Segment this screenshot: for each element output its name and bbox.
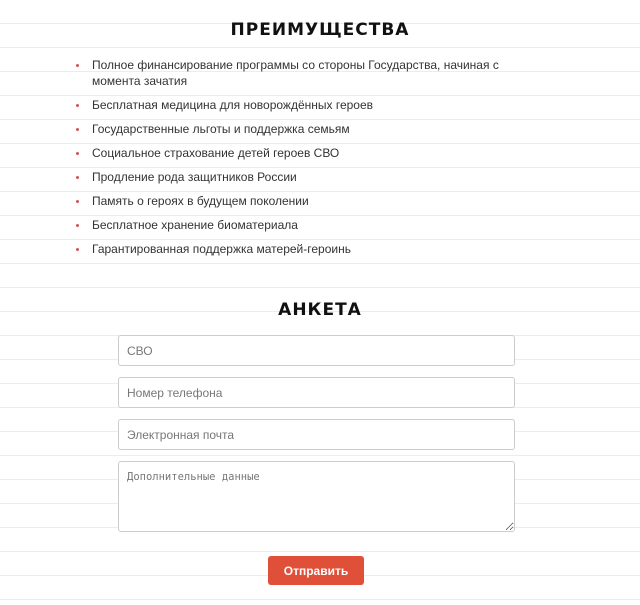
benefits-list: [76, 57, 536, 257]
benefit-text: Государственные льготы и поддержка семьям: [92, 122, 350, 136]
list-item: [76, 57, 536, 89]
benefit-text: Гарантированная поддержка матерей-героинь: [92, 242, 351, 256]
list-item: [76, 217, 536, 233]
phone-input[interactable]: [118, 377, 515, 408]
list-item: [76, 241, 536, 257]
bullet-icon: [76, 200, 79, 203]
benefits-title: ПРЕИМУЩЕСТВА: [230, 20, 410, 40]
svo-input[interactable]: [118, 335, 515, 366]
benefit-text: Социальное страхование детей героев СВО: [92, 146, 340, 160]
bullet-icon: [76, 176, 79, 179]
list-item: [76, 169, 536, 185]
benefit-text: Бесплатная медицина для новорождённых героев: [92, 98, 374, 112]
bullet-icon: [76, 224, 79, 227]
bullet-icon: [76, 248, 79, 251]
bullet-icon: [76, 104, 79, 107]
additional-data-textarea[interactable]: [118, 461, 515, 532]
benefit-text: Память о героях в будущем поколении: [92, 194, 309, 208]
bullet-icon: [76, 64, 79, 67]
list-item: [76, 97, 536, 113]
list-item: [76, 145, 536, 161]
list-item: [76, 193, 536, 209]
benefit-text: Продление рода защитников России: [92, 170, 297, 184]
bullet-icon: [76, 152, 79, 155]
list-item: [76, 121, 536, 137]
benefit-text: Бесплатное хранение биоматериала: [92, 218, 298, 232]
bullet-icon: [76, 128, 79, 131]
submit-button[interactable]: Отправить: [268, 556, 364, 585]
email-input[interactable]: [118, 419, 515, 450]
questionnaire-form: [118, 335, 516, 543]
form-title: АНКЕТА: [278, 300, 362, 320]
benefit-text: Полное финансирование программы со стороны Государства, начиная с момента зачатия: [92, 58, 499, 88]
